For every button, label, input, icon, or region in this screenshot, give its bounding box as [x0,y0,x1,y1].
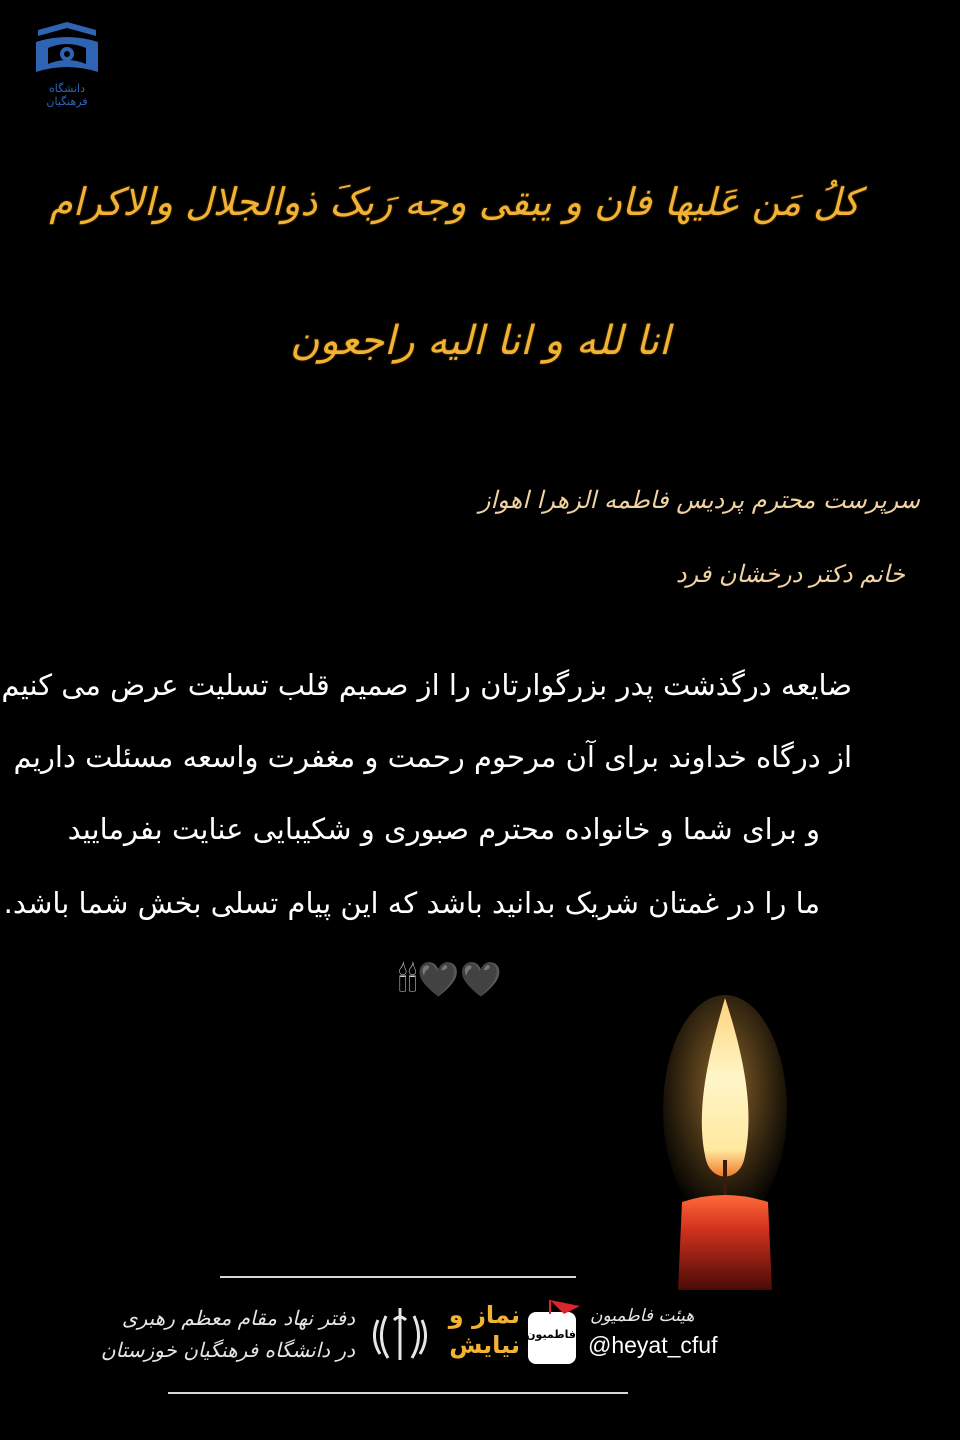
address-title: سرپرست محترم پردیس فاطمه الزهرا اهواز [478,486,920,514]
verse-line-2: انا لله و انا الیه راجعون [290,318,670,364]
heyat-handle: @heyat_cfuf [588,1332,718,1358]
office-line-2: در دانشگاه فرهنگیان خوزستان [100,1338,355,1362]
namaz-line-1: نماز و [448,1301,520,1329]
message-line-4: ما را در غمتان شریک بدانید باشد که این پیام تسلی بخش شما باشد. [3,886,820,920]
namaz-line-2: نیایش [449,1331,520,1359]
heyat-badge-text: فاطمیون [526,1328,576,1341]
university-logo-icon [28,18,106,80]
message-line-3: و برای شما و خانواده محترم صبوری و شکیبایی عنایت بفرمایید [67,812,820,846]
footer-bottom-divider [168,1392,628,1394]
university-logo-caption: دانشگاه فرهنگیان [46,82,88,108]
footer-top-divider [220,1276,576,1278]
heyat-logo [520,1298,584,1370]
message-line-1: ضایعه درگذشت پدر بزرگوارتان را از صمیم قلب تسلیت عرض می کنیم [1,668,852,702]
verse-line-1: کلُ مَن عَلیها فان و یبقی وجه رَبکَ ذوالجلال والاکرام [49,180,860,224]
heyat-name: هیئت فاطمیون [590,1306,695,1326]
iran-emblem-icon [366,1300,434,1368]
university-logo [28,18,106,108]
office-line-1: دفتر نهاد مقام معظم رهبری [121,1306,355,1330]
message-emoji: 🕯🕯🖤🖤 [398,960,502,1000]
candle-icon [660,990,790,1290]
namaz-niayesh-logo [442,1300,520,1380]
message-line-2: از درگاه خداوند برای آن مرحوم رحمت و مغفرت واسعه مسئلت داریم [13,740,852,774]
address-name: خانم دکتر درخشان فرد [675,560,905,588]
